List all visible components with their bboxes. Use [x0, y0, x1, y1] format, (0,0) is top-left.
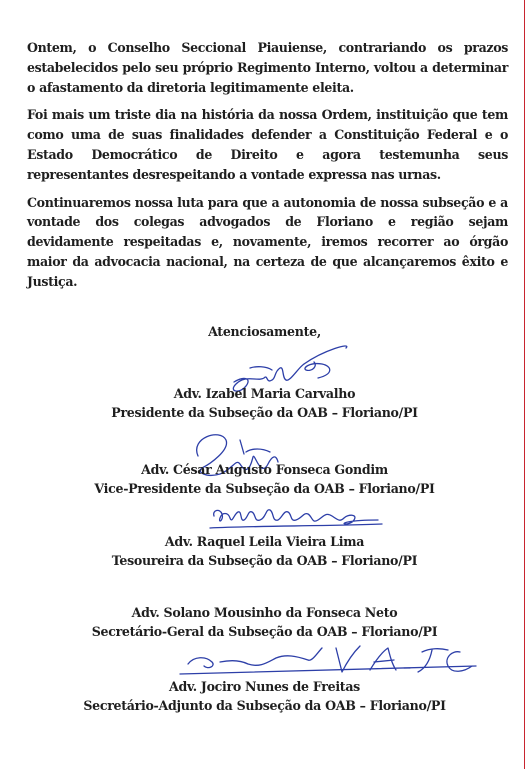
signatory-2-role: Vice-Presidente da Subseção da OAB – Floriano/PI — [94, 481, 435, 496]
signatory-1-role: Presidente da Subseção da OAB – Floriano/PI — [111, 405, 418, 420]
signatory-3-name: Adv. Raquel Leila Vieira Lima — [164, 534, 365, 549]
signatory-2-name: Adv. César Augusto Fonseca Gondim — [141, 462, 388, 477]
signatory-5-role: Secretário-Adjunto da Subseção da OAB – Floriano/PI — [83, 698, 446, 713]
signatory-1-name: Adv. Izabel Maria Carvalho — [173, 386, 356, 401]
paragraph-1: Ontem, o Conselho Seccional Piauiense, contrariando os prazos estabelecidos pelo seu próprio Regimento Interno, voltou a determinar o afastamento da diretoria legitimamente eleita. — [27, 40, 508, 95]
signature-raquel — [208, 502, 384, 536]
signatory-1 — [0, 384, 529, 422]
signatory-3-role: Tesoureira da Subseção da OAB – Floriano/PI — [111, 553, 418, 568]
signatory-4-name: Adv. Solano Mousinho da Fonseca Neto — [131, 605, 398, 620]
closing-salutation: Atenciosamente, — [208, 324, 321, 339]
letter-body — [27, 38, 508, 300]
signatory-4-role: Secretário-Geral da Subseção da OAB – Floriano/PI — [91, 624, 438, 639]
signatory-5 — [0, 677, 529, 715]
paragraph-2: Foi mais um triste dia na história da nossa Ordem, instituição que tem como uma de suas finalidades defender a Constituição Federal e o Estado Democrático de Direito e agora testemunha seus representantes desrespeitando a vontade expressa nas urnas. — [27, 107, 508, 182]
paragraph-3: Continuaremos nossa luta para que a autonomia de nossa subseção e a vontade dos colegas advogados de Floriano e região sejam devidamente respeitadas e, novamente, iremos recorrer ao órgão maior da advocacia nacional, na certeza de que alcançaremos êxito e Justiça. — [27, 194, 508, 289]
signatory-3 — [0, 532, 529, 570]
signatory-2 — [0, 460, 529, 498]
signatory-5-name: Adv. Jociro Nunes de Freitas — [169, 679, 360, 694]
